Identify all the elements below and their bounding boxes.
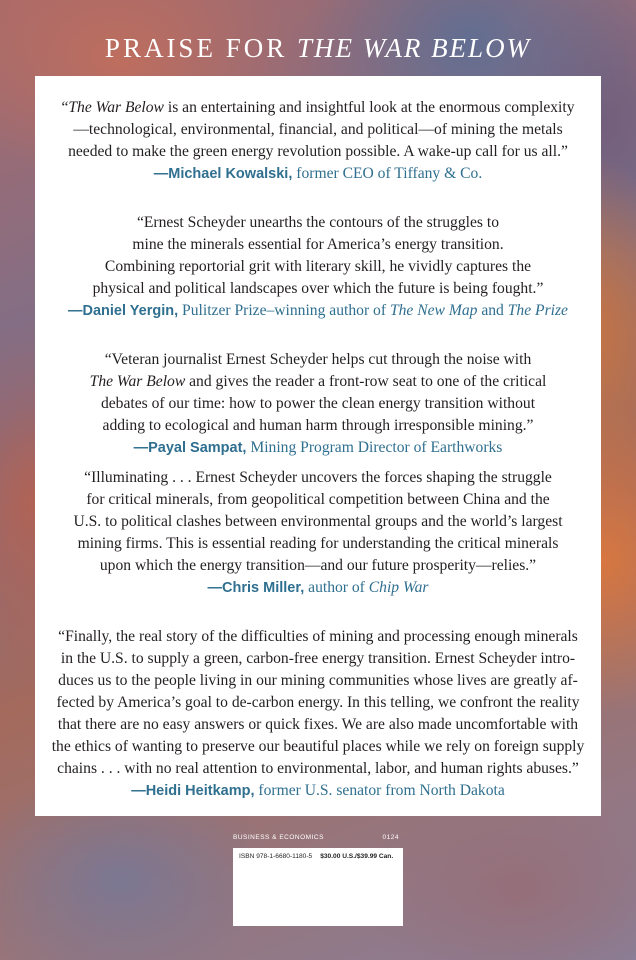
text-run: upon which the energy transition—and our future prosperity—relies.”: [99, 557, 537, 574]
text-run: duces us to the people living in our mining communities whose lives are greatly af-: [58, 672, 578, 689]
italic-title: Chip War: [368, 579, 429, 596]
quote-line: [35, 533, 601, 555]
text-run: “Veteran journalist Ernest Scheyder helps cut through the noise with: [104, 351, 532, 368]
text-run: Combining reportorial grit with literary skill, he vividly captures the: [104, 258, 532, 275]
text-run: for critical minerals, from geopolitical competition between China and the: [86, 491, 550, 508]
text-run: and: [477, 302, 508, 319]
text-run: the ethics of wanting to preserve our beautiful places while we rely on foreign supply: [51, 738, 585, 755]
text-run: physical and political landscapes over which the future is being fought.”: [92, 280, 544, 297]
quote-line: [35, 648, 601, 670]
text-run: former U.S. senator from North Dakota: [254, 782, 505, 799]
text-run: mine the minerals essential for America’s energy transition.: [132, 236, 504, 253]
blurb-yergin: [35, 212, 601, 322]
barcode-area: [233, 848, 403, 926]
quote-line: [35, 626, 601, 648]
quote-line: [35, 511, 601, 533]
quote-line: [35, 278, 601, 300]
quote-line: [35, 555, 601, 577]
text-run: “Finally, the real story of the difficulties of mining and processing enough minerals: [58, 628, 578, 645]
praise-heading-prefix: PRAISE FOR: [104, 33, 297, 63]
text-run: fected by America’s goal to de-carbon energy. In this telling, we confront the reality: [56, 694, 580, 711]
text-run: “: [61, 99, 69, 116]
category-label: BUSINESS & ECONOMICS: [233, 834, 324, 841]
quote-line: [35, 393, 601, 415]
price-label: $30.00 U.S./$39.99 Can.: [320, 853, 394, 860]
text-run: “Illuminating . . . Ernest Scheyder uncovers the forces shaping the struggle: [84, 469, 552, 486]
text-run: adding to ecological and human harm through irresponsible mining.”: [102, 417, 534, 434]
quote-line: [35, 670, 601, 692]
quote-line: [35, 714, 601, 736]
text-run: that there are no easy answers or quick fixes. We are also made uncomfortable with: [57, 716, 579, 733]
catalog-code: 0124: [382, 834, 399, 841]
book-title: THE WAR BELOW: [296, 33, 532, 63]
attribution: [35, 577, 601, 599]
text-run: chains . . . with no real attention to environmental, labor, and human rights abuses.”: [57, 760, 579, 777]
text-run: and gives the reader a front-row seat to one of the critical: [185, 373, 547, 390]
text-run: Pulitzer Prize–winning author of: [178, 302, 390, 319]
praise-heading: [0, 33, 636, 64]
text-run: author of: [304, 579, 369, 596]
quote-line: [35, 141, 601, 163]
attribution: [35, 163, 601, 185]
quote-line: [35, 736, 601, 758]
text-run: U.S. to political clashes between environmental groups and the world’s largest: [73, 513, 563, 530]
quote-line: [35, 371, 601, 393]
isbn-number: ISBN 978-1-6680-1180-5: [239, 853, 313, 860]
attribution: [35, 780, 601, 802]
blurb-heitkamp: [35, 626, 601, 802]
italic-title: The New Map: [389, 302, 478, 319]
text-run: needed to make the green energy revolution possible. A wake-up call for us all.”: [68, 143, 568, 160]
category-line: [233, 834, 403, 841]
reviewer-name: —Heidi Heitkamp,: [131, 783, 255, 799]
reviewer-name: —Payal Sampat,: [133, 440, 247, 456]
italic-title: The War Below: [89, 373, 186, 390]
attribution: [35, 300, 601, 322]
quote-line: [35, 234, 601, 256]
quote-line: [35, 692, 601, 714]
reviewer-name: —Daniel Yergin,: [68, 303, 179, 319]
text-run: Mining Program Director of Earthworks: [246, 439, 503, 456]
quote-line: [35, 256, 601, 278]
attribution: [35, 437, 601, 459]
quote-line: [35, 349, 601, 371]
text-run: mining firms. This is essential reading for understanding the critical minerals: [77, 535, 559, 552]
text-run: in the U.S. to supply a green, carbon-free energy transition. Ernest Scheyder intro-: [60, 650, 576, 667]
reviewer-name: —Michael Kowalski,: [153, 166, 293, 182]
quote-line: [35, 119, 601, 141]
quote-line: [35, 489, 601, 511]
reviewer-name: —Chris Miller,: [207, 580, 305, 596]
quote-line: [35, 467, 601, 489]
text-run: debates of our time: how to power the clean energy transition without: [100, 395, 536, 412]
text-run: —technological, environmental, financial, and political—of mining the metals: [73, 121, 563, 138]
quote-line: [35, 758, 601, 780]
blurb-sampat: [35, 349, 601, 459]
italic-title: The War Below: [68, 99, 164, 116]
blurb-kowalski: [35, 97, 601, 185]
text-run: former CEO of Tiffany & Co.: [292, 165, 483, 182]
quote-line: [35, 212, 601, 234]
italic-title: The Prize: [507, 302, 568, 319]
isbn-line: [239, 853, 399, 860]
quote-line: [35, 415, 601, 437]
text-run: “Ernest Scheyder unearths the contours of the struggles to: [136, 214, 500, 231]
quote-line: [35, 97, 601, 119]
text-run: is an entertaining and insightful look at the enormous complexity: [163, 99, 575, 116]
blurb-miller: [35, 467, 601, 599]
blurbs-panel: [35, 76, 601, 816]
